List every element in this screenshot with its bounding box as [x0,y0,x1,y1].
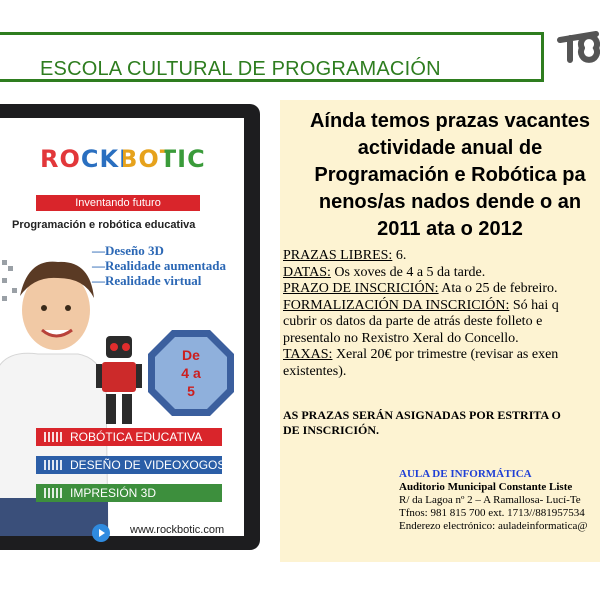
taxas-row: TAXAS: Xeral 20€ por trimestre (revisar as exen [283,347,559,362]
age-line: 4 a [181,365,201,381]
strip-videoxogos [36,456,226,474]
bars-icon [44,432,64,442]
strip-impresion [36,484,222,502]
topic-item: —Realidade aumentada [92,258,226,273]
formalizacion-row: FORMALIZACIÓN DA INSCRICIÓN: Só hai q [283,297,559,313]
headline-line: Aínda temos prazas vacantes [309,110,591,132]
contact-phones: Tfnos: 981 815 700 ext. 1713//881957534 [399,507,585,519]
contact-place: Auditorio Municipal Constante Liste [399,481,573,493]
prazas-row: PRAZAS LIBRES: 6. [283,248,407,263]
flyer-subtitle: Programación e robótica educativa [12,219,196,231]
rockbotic-logo: ROCKBOTIC [40,145,206,173]
topic-item: —Deseño 3D [92,243,164,258]
assignment-notice [283,408,600,438]
age-line: De [182,347,200,363]
bars-icon [44,460,64,470]
topic-item: —Realidade virtual [92,273,202,288]
strip-robotica [36,428,222,446]
website-link[interactable]: www.rockbotic.com [130,524,225,536]
notice-line: AS PRAZAS SERÁN ASIGNADAS POR ESTRITA O [283,408,561,422]
bars-icon [44,488,64,498]
strip-label: IMPRESIÓN 3D [70,486,157,500]
formalizacion-line: cubrir os datos da parte de atrás deste folleto e [283,314,543,329]
prazo-row: PRAZO DE INSCRICIÓN: Ata o 25 de febreiro. [283,281,558,296]
play-icon[interactable] [92,524,110,542]
strip-label: ROBÓTICA EDUCATIVA [70,430,203,444]
contact-address: R/ da Lagoa nº 2 – A Ramallosa- Lucí-Te [399,494,581,506]
datas-row: DATAS: Os xoves de 4 a 5 da tarde. [283,264,486,280]
headline-line: Programación e Robótica pa [314,164,586,186]
contact-title: AULA DE INFORMÁTICA [399,468,532,480]
age-range [146,346,236,400]
age-line: 5 [187,383,195,399]
panel-headline [280,108,600,243]
flyer-topics [92,243,226,288]
enrollment-details [283,248,600,380]
headline-line: actividade anual de [357,137,543,159]
formalizacion-line: presentalo no Rexistro Xeral do Concello. [283,330,519,346]
strip-label: DESEÑO DE VIDEOXOGOS [70,458,226,472]
corner-logo-icon [556,30,600,80]
headline-line: nenos/as nados dende o an [318,191,582,213]
contact-block [399,468,600,533]
taxas-line: existentes). [283,363,347,379]
contact-email[interactable]: Enderezo electrónico: auladeinformatica@ [399,520,588,532]
notice-line: DE INSCRICIÓN. [283,423,380,437]
flyer-tagline: Inventando futuro [36,195,200,211]
headline-line: 2011 ata o 2012 [377,218,523,240]
page-title: ESCOLA CULTURAL DE PROGRAMACIÓN [40,58,441,80]
